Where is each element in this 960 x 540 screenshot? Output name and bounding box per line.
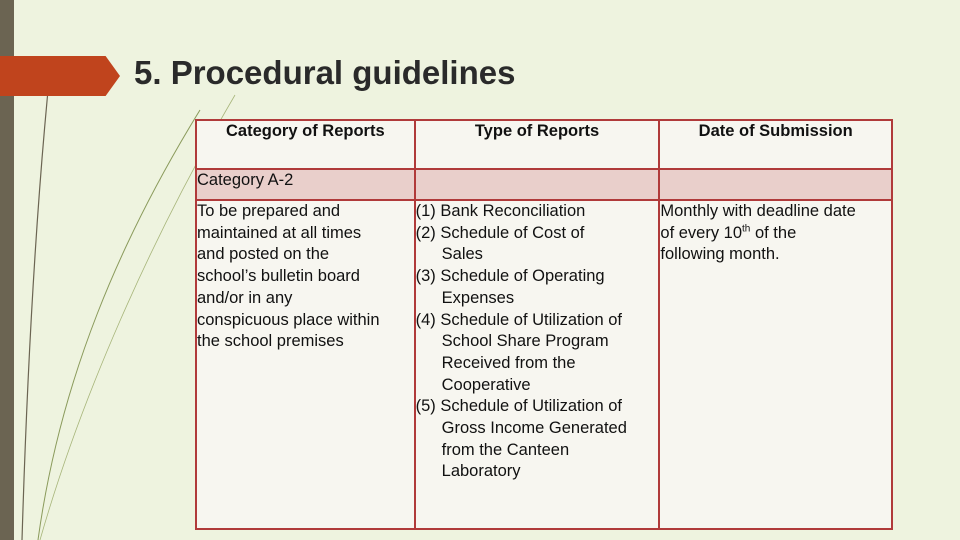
category-description-line: school’s bulletin board xyxy=(197,267,360,286)
category-empty-cell xyxy=(415,169,660,200)
report-type-line: (5) Schedule of Utilization of xyxy=(415,397,622,416)
report-type-line: School Share Program xyxy=(441,332,609,351)
header-type-of-reports: Type of Reports xyxy=(415,120,660,169)
category-description-line: To be prepared and xyxy=(197,202,341,220)
procedural-guidelines-table xyxy=(195,119,893,530)
report-type-line: from the Canteen xyxy=(441,440,570,459)
submission-date-text: of every 10 xyxy=(660,223,743,242)
submission-date-text: of the xyxy=(750,223,797,242)
title-accent-arrow xyxy=(0,56,120,96)
table-header-row xyxy=(196,120,892,169)
category-row xyxy=(196,169,892,200)
report-type-line: Received from the xyxy=(441,353,576,372)
report-type-line: Laboratory xyxy=(441,462,521,481)
report-type-line: (3) Schedule of Operating xyxy=(415,267,605,286)
report-types-cell xyxy=(415,200,660,529)
report-type-line: (4) Schedule of Utilization of xyxy=(415,310,622,329)
report-type-line: Expenses xyxy=(441,288,515,307)
ordinal-suffix: th xyxy=(742,223,751,235)
category-empty-cell xyxy=(659,169,892,200)
submission-date-line: Monthly with deadline date xyxy=(660,202,856,220)
submission-date-line xyxy=(660,223,891,245)
category-description-line: maintained at all times xyxy=(197,223,362,242)
header-date-of-submission: Date of Submission xyxy=(659,120,892,169)
category-description-line: conspicuous place within xyxy=(197,310,380,329)
submission-date-cell xyxy=(659,200,892,529)
category-description-line: and posted on the xyxy=(197,245,330,264)
category-description-line: the school premises xyxy=(197,332,344,351)
category-description-line: and/or in any xyxy=(197,288,293,307)
report-type-line: Cooperative xyxy=(441,375,531,394)
header-category-of-reports: Category of Reports xyxy=(196,120,415,169)
category-label: Category A-2 xyxy=(196,169,415,200)
submission-date-line: following month. xyxy=(660,245,780,264)
table-row xyxy=(196,200,892,529)
report-type-line: Gross Income Generated xyxy=(441,419,627,438)
slide-title: 5. Procedural guidelines xyxy=(134,54,516,91)
category-description-cell xyxy=(196,200,415,529)
report-type-line: (2) Schedule of Cost of xyxy=(415,223,585,242)
report-type-line: Sales xyxy=(441,245,483,264)
report-type-line: (1) Bank Reconciliation xyxy=(415,202,586,220)
